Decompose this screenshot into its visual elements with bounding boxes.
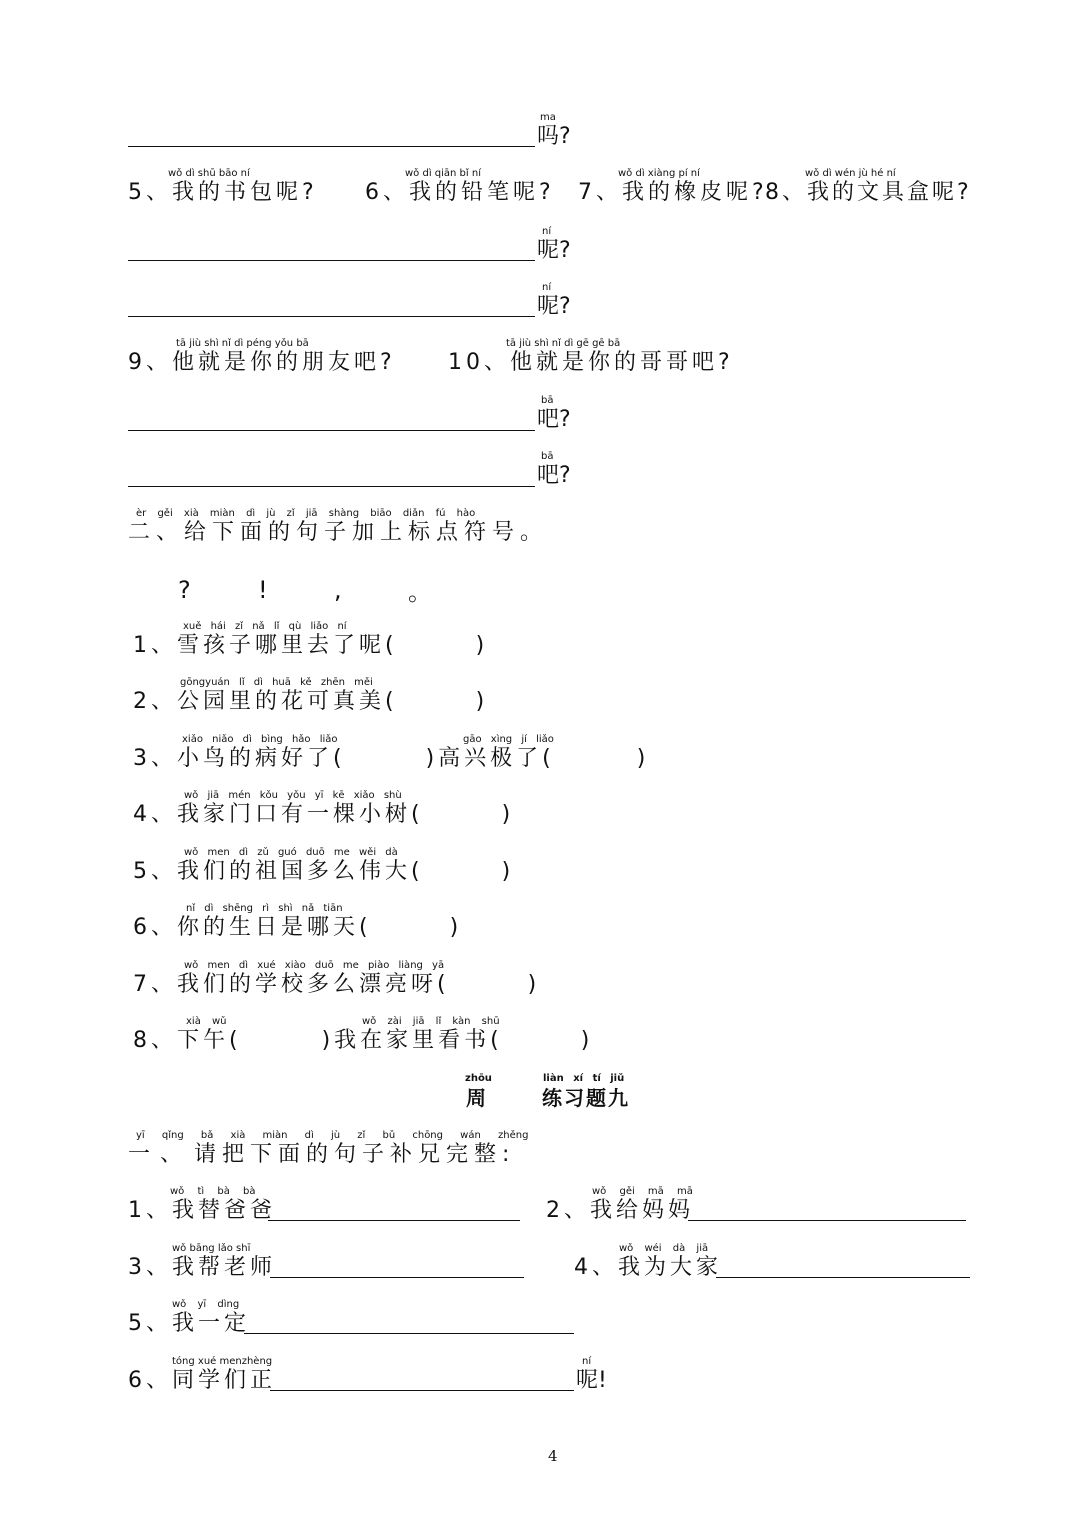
punctuation-item-5: 5、我们的祖国多么伟大( ) bbox=[133, 859, 515, 884]
section-1-number: 一、 bbox=[128, 1142, 193, 1167]
pinyin: wǒ dì shū bāo ní bbox=[168, 168, 250, 179]
pinyin: wǒ men dì zǔ guó duō me wěi dà bbox=[184, 847, 398, 858]
page-number: 4 bbox=[548, 1447, 558, 1465]
fill-item-4: 4、我为大家 bbox=[574, 1255, 723, 1280]
section-2-heading: 二、给下面的句子加上标点符号。 bbox=[128, 520, 549, 545]
pinyin: wǒ tì bà bà bbox=[170, 1186, 256, 1197]
pinyin: tóng xué menzhèng bbox=[172, 1356, 273, 1367]
punctuation-comma: , bbox=[334, 576, 342, 604]
week-label: 周 bbox=[466, 1086, 488, 1110]
pinyin: xiǎo niǎo dì bìng hǎo liǎo bbox=[182, 734, 338, 745]
section-1-heading: 请把下面的句子补兄完整: bbox=[194, 1142, 516, 1167]
answer-line[interactable] bbox=[128, 430, 535, 431]
question-10: 10、他就是你的哥哥吧? bbox=[448, 350, 734, 375]
answer-line[interactable] bbox=[688, 1220, 966, 1221]
pinyin: ma bbox=[540, 112, 556, 123]
pinyin: zhōu bbox=[465, 1073, 492, 1084]
fill-item-5: 5、我一定 bbox=[128, 1311, 251, 1336]
fill-item-1: 1、我替爸爸 bbox=[128, 1198, 277, 1223]
punctuation-item-7: 7、我们的学校多么漂亮呀( ) bbox=[133, 972, 541, 997]
sentence-ending: 呢! bbox=[576, 1368, 607, 1393]
punctuation-item-4: 4、我家门口有一棵小树( ) bbox=[133, 802, 515, 827]
sentence-ending: 吧? bbox=[537, 407, 571, 432]
pinyin: ní bbox=[542, 282, 552, 293]
pinyin: wǒ gěi mā mā bbox=[592, 1186, 693, 1197]
pinyin: wǒ men dì xué xiào duō me piào liàng yā bbox=[184, 960, 445, 971]
pinyin: nǐ dì shēng rì shì nǎ tiān bbox=[186, 903, 343, 914]
sentence-ending: 吧? bbox=[537, 463, 571, 488]
answer-line[interactable] bbox=[716, 1277, 970, 1278]
pinyin: wǒ dì xiàng pí ní bbox=[618, 168, 700, 179]
pinyin: tā jiù shì nǐ dì péng yǒu bā bbox=[176, 338, 309, 349]
pinyin: liàn xí tí jiǔ bbox=[543, 1073, 625, 1084]
answer-line[interactable] bbox=[128, 486, 535, 487]
answer-line[interactable] bbox=[244, 1333, 574, 1334]
pinyin: èr gěi xià miàn dì jù zǐ jiā shàng biāo diǎn fú hào bbox=[136, 508, 476, 519]
fill-item-6: 6、同学们正 bbox=[128, 1368, 277, 1393]
fill-item-2: 2、我给妈妈 bbox=[546, 1198, 695, 1223]
answer-line[interactable] bbox=[128, 316, 535, 317]
pinyin: wǒ yī dìng bbox=[172, 1299, 240, 1310]
punctuation-item-8: 8、下午( )我在家里看书( ) bbox=[133, 1028, 594, 1053]
punctuation-item-3: 3、小鸟的病好了( )高兴极了( ) bbox=[133, 746, 650, 771]
sentence-ending: 呢? bbox=[537, 238, 571, 263]
answer-line[interactable] bbox=[270, 1277, 524, 1278]
question-7: 7、我的橡皮呢? bbox=[578, 180, 768, 205]
fill-item-3: 3、我帮老师 bbox=[128, 1255, 277, 1280]
answer-line[interactable] bbox=[128, 146, 535, 147]
pinyin: wǒ dì qiān bǐ ní bbox=[405, 168, 481, 179]
pinyin: wǒ dì wén jù hé ní bbox=[805, 168, 896, 179]
pinyin: tā jiù shì nǐ dì gē gē bā bbox=[506, 338, 621, 349]
pinyin: wǒ zài jiā lǐ kàn shū bbox=[362, 1016, 500, 1027]
pinyin: gāo xìng jí liǎo bbox=[463, 734, 554, 745]
punctuation-item-6: 6、你的生日是哪天( ) bbox=[133, 915, 463, 940]
punctuation-exclamation: ! bbox=[258, 576, 268, 604]
answer-line[interactable] bbox=[268, 1220, 520, 1221]
pinyin: wǒ jiā mén kǒu yǒu yī kē xiǎo shù bbox=[184, 790, 402, 801]
question-5: 5、我的书包呢? bbox=[128, 180, 318, 205]
question-8: 8、我的文具盒呢? bbox=[765, 180, 972, 205]
answer-line[interactable] bbox=[270, 1390, 574, 1391]
pinyin: bā bbox=[541, 395, 554, 406]
pinyin: wǒ bāng lǎo shī bbox=[172, 1243, 251, 1254]
punctuation-item-2: 2、公园里的花可真美( ) bbox=[133, 689, 489, 714]
pinyin: yī qǐng bǎ xià miàn dì jù zǐ bǔ chōng wán zhěng bbox=[136, 1130, 529, 1141]
pinyin: ní bbox=[582, 1356, 592, 1367]
page-title: 练习题九 bbox=[542, 1086, 630, 1110]
question-6: 6、我的铅笔呢? bbox=[365, 180, 555, 205]
sentence-ending: 呢? bbox=[537, 294, 571, 319]
answer-line[interactable] bbox=[128, 260, 535, 261]
pinyin: gōngyuán lǐ dì huā kě zhēn měi bbox=[180, 677, 373, 688]
punctuation-item-1: 1、雪孩子哪里去了呢( ) bbox=[133, 633, 489, 658]
pinyin: wǒ wéi dà jiā bbox=[619, 1243, 709, 1254]
pinyin: xià wǔ bbox=[186, 1016, 227, 1027]
question-9: 9、他就是你的朋友吧? bbox=[128, 350, 396, 375]
pinyin: xuě hái zǐ nǎ lǐ qù liǎo ní bbox=[183, 621, 347, 632]
punctuation-question: ? bbox=[178, 576, 191, 604]
pinyin: bā bbox=[541, 451, 554, 462]
pinyin: ní bbox=[542, 226, 552, 237]
sentence-ending: 吗? bbox=[537, 124, 571, 149]
punctuation-period: 。 bbox=[408, 578, 432, 606]
